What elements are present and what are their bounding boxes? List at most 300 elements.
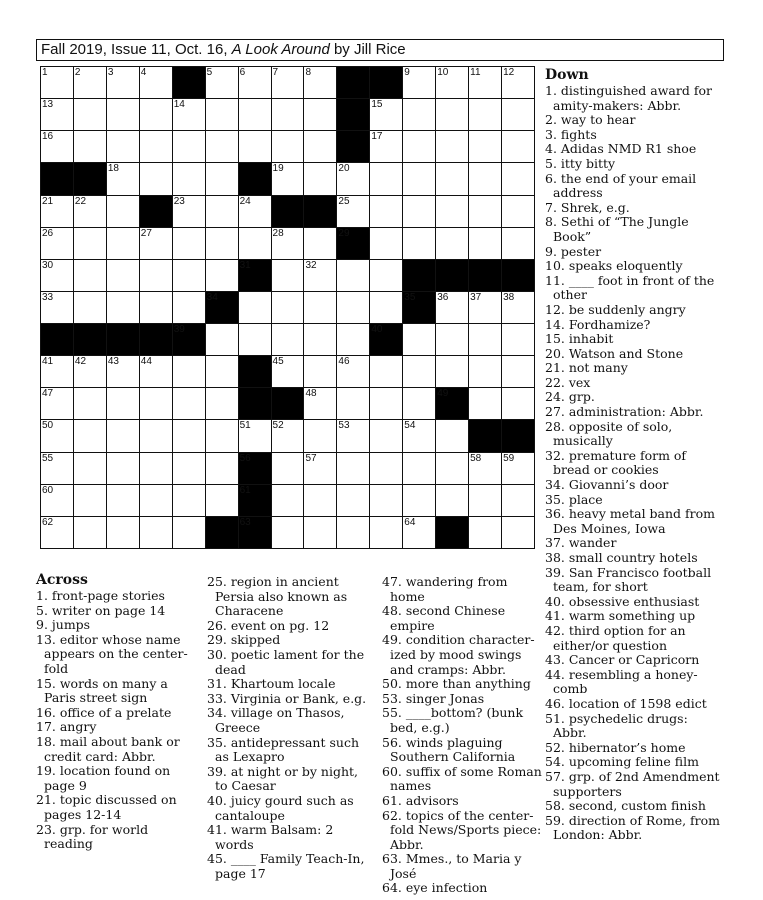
- grid-block: [337, 131, 370, 163]
- grid-cell[interactable]: [206, 131, 239, 163]
- grid-cell[interactable]: [272, 67, 305, 99]
- grid-cell[interactable]: [304, 388, 337, 420]
- grid-cell[interactable]: [370, 260, 403, 292]
- clue-number: 21: [42, 195, 54, 207]
- grid-cell[interactable]: [403, 99, 436, 131]
- grid-cell[interactable]: [239, 292, 272, 324]
- grid-cell[interactable]: [436, 485, 469, 517]
- clue-number: 8: [305, 67, 312, 78]
- grid-cell[interactable]: [469, 228, 502, 260]
- clue-item: 39. at night or by night, to Caesar: [207, 763, 359, 794]
- grid-cell[interactable]: [173, 163, 206, 195]
- grid-cell[interactable]: [469, 196, 502, 228]
- grid-cell[interactable]: [304, 292, 337, 324]
- grid-cell[interactable]: [206, 196, 239, 228]
- grid-cell[interactable]: [74, 67, 107, 99]
- grid-cell[interactable]: [403, 485, 436, 517]
- clue-item: 34. village on Thasos, Greece: [207, 705, 345, 735]
- grid-cell[interactable]: [41, 453, 74, 485]
- grid-cell[interactable]: [502, 228, 535, 260]
- clue-item: 39. San Francisco football team, for short: [545, 564, 712, 595]
- clue-number: 16: [42, 131, 54, 143]
- clue-number: 30: [42, 259, 54, 271]
- clue-number: 1: [42, 67, 48, 78]
- grid-cell[interactable]: [140, 131, 173, 163]
- grid-cell[interactable]: [502, 388, 535, 420]
- clue-number: 55: [42, 452, 54, 464]
- clue-item: 56. winds plaguing Southern California: [382, 734, 516, 765]
- grid-cell[interactable]: [370, 356, 403, 388]
- grid-cell[interactable]: [140, 228, 173, 260]
- grid-cell[interactable]: [173, 485, 206, 517]
- clue-item: 60. suffix of some Roman names: [382, 763, 542, 794]
- grid-cell[interactable]: [107, 517, 140, 549]
- grid-cell[interactable]: [337, 485, 370, 517]
- clue-item: 50. more than anything: [382, 676, 531, 692]
- grid-block: [173, 324, 206, 356]
- grid-cell[interactable]: [304, 260, 337, 292]
- grid-cell[interactable]: [469, 485, 502, 517]
- grid-block: [239, 517, 272, 549]
- grid-cell[interactable]: [304, 453, 337, 485]
- grid-cell[interactable]: [107, 131, 140, 163]
- clue-number: 57: [305, 452, 317, 464]
- grid-cell[interactable]: [469, 67, 502, 99]
- grid-cell[interactable]: [173, 260, 206, 292]
- grid-cell[interactable]: [502, 99, 535, 131]
- grid-cell[interactable]: [272, 260, 305, 292]
- grid-block: [337, 67, 370, 99]
- grid-cell[interactable]: [403, 420, 436, 452]
- grid-cell[interactable]: [304, 485, 337, 517]
- grid-cell[interactable]: [239, 228, 272, 260]
- grid-cell[interactable]: [403, 67, 436, 99]
- grid-cell[interactable]: [304, 228, 337, 260]
- grid-cell[interactable]: [140, 517, 173, 549]
- grid-cell[interactable]: [272, 163, 305, 195]
- grid-cell[interactable]: [74, 356, 107, 388]
- clue-number: 12: [503, 67, 515, 78]
- grid-cell[interactable]: [436, 67, 469, 99]
- grid-cell[interactable]: [206, 420, 239, 452]
- grid-cell[interactable]: [107, 388, 140, 420]
- grid-cell[interactable]: [370, 388, 403, 420]
- grid-cell[interactable]: [107, 453, 140, 485]
- grid-cell[interactable]: [272, 356, 305, 388]
- grid-cell[interactable]: [206, 453, 239, 485]
- clue-item: 42. third option for an either/or question: [545, 622, 686, 653]
- grid-cell[interactable]: [107, 292, 140, 324]
- clue-number: 6: [239, 67, 246, 78]
- header-prefix: Fall 2019, Issue 11, Oct. 16,: [41, 41, 228, 58]
- grid-cell[interactable]: [469, 453, 502, 485]
- clue-item: 26. event on pg. 12: [207, 617, 330, 633]
- grid-cell[interactable]: [304, 99, 337, 131]
- grid-cell[interactable]: [469, 324, 502, 356]
- clue-number: 10: [437, 67, 449, 78]
- grid-cell[interactable]: [370, 131, 403, 163]
- grid-cell[interactable]: [304, 420, 337, 452]
- grid-cell[interactable]: [173, 131, 206, 163]
- grid-cell[interactable]: [206, 67, 239, 99]
- clue-number: 34: [206, 291, 218, 303]
- grid-cell[interactable]: [502, 196, 535, 228]
- clue-item: 17. angry: [36, 719, 97, 735]
- grid-cell[interactable]: [337, 292, 370, 324]
- clue-number: 44: [140, 356, 152, 368]
- grid-cell[interactable]: [74, 292, 107, 324]
- grid-cell[interactable]: [107, 260, 140, 292]
- grid-cell[interactable]: [403, 356, 436, 388]
- puzzle-byline: by Jill Rice: [333, 41, 406, 58]
- grid-cell[interactable]: [41, 517, 74, 549]
- grid-cell[interactable]: [140, 163, 173, 195]
- grid-cell[interactable]: [436, 99, 469, 131]
- grid-block: [502, 420, 535, 452]
- grid-cell[interactable]: [41, 388, 74, 420]
- grid-cell[interactable]: [304, 163, 337, 195]
- clue-item: 64. eye infection: [382, 880, 488, 896]
- clue-number: 61: [239, 484, 251, 496]
- grid-cell[interactable]: [370, 228, 403, 260]
- grid-cell[interactable]: [502, 356, 535, 388]
- grid-cell[interactable]: [337, 260, 370, 292]
- grid-cell[interactable]: [304, 67, 337, 99]
- grid-cell[interactable]: [41, 485, 74, 517]
- grid-block: [403, 292, 436, 324]
- grid-cell[interactable]: [337, 324, 370, 356]
- clue-number: 64: [404, 516, 416, 528]
- grid-cell[interactable]: [337, 356, 370, 388]
- clue-item: 37. wander: [545, 535, 617, 551]
- clue-item: 48. second Chinese empire: [382, 603, 506, 633]
- clue-number: 9: [404, 67, 410, 78]
- grid-block: [436, 260, 469, 292]
- grid-cell[interactable]: [304, 131, 337, 163]
- grid-cell[interactable]: [272, 99, 305, 131]
- grid-cell[interactable]: [370, 99, 403, 131]
- grid-cell[interactable]: [107, 67, 140, 99]
- clue-number: 20: [338, 163, 350, 175]
- grid-cell[interactable]: [469, 131, 502, 163]
- clue-number: 40: [371, 324, 383, 336]
- clue-item: 34. Giovanni’s door: [545, 477, 669, 493]
- clue-item: 24. grp.: [545, 389, 595, 405]
- grid-cell[interactable]: [337, 196, 370, 228]
- clue-item: 57. grp. of 2nd Amendment supporters: [545, 768, 720, 799]
- grid-cell[interactable]: [41, 292, 74, 324]
- clue-number: 63: [239, 516, 251, 528]
- grid-cell[interactable]: [436, 292, 469, 324]
- grid-cell[interactable]: [107, 196, 140, 228]
- clue-item: 21. topic discussed on pages 12-14: [36, 792, 177, 822]
- grid-cell[interactable]: [370, 517, 403, 549]
- grid-cell[interactable]: [74, 131, 107, 163]
- clue-number: 25: [338, 195, 350, 207]
- grid-cell[interactable]: [272, 228, 305, 260]
- grid-cell[interactable]: [140, 260, 173, 292]
- grid-cell[interactable]: [502, 131, 535, 163]
- grid-cell[interactable]: [403, 517, 436, 549]
- across-column-2: [207, 575, 367, 881]
- grid-cell[interactable]: [370, 485, 403, 517]
- grid-cell[interactable]: [337, 163, 370, 195]
- grid-cell[interactable]: [74, 388, 107, 420]
- down-clue-list: [545, 84, 723, 843]
- grid-cell[interactable]: [74, 420, 107, 452]
- grid-block: [239, 485, 272, 517]
- grid-cell[interactable]: [337, 420, 370, 452]
- grid-cell[interactable]: [436, 453, 469, 485]
- clue-item: 41. warm something up: [545, 608, 696, 624]
- grid-cell[interactable]: [272, 485, 305, 517]
- grid-cell[interactable]: [206, 485, 239, 517]
- grid-cell[interactable]: [403, 228, 436, 260]
- clue-number: 33: [42, 291, 54, 303]
- grid-cell[interactable]: [41, 356, 74, 388]
- grid-cell[interactable]: [74, 485, 107, 517]
- grid-block: [206, 517, 239, 549]
- grid-cell[interactable]: [370, 196, 403, 228]
- clue-number: 38: [503, 291, 515, 303]
- grid-cell[interactable]: [206, 163, 239, 195]
- grid-cell[interactable]: [206, 260, 239, 292]
- grid-cell[interactable]: [436, 131, 469, 163]
- grid-cell[interactable]: [41, 99, 74, 131]
- grid-cell[interactable]: [272, 292, 305, 324]
- grid-cell[interactable]: [337, 388, 370, 420]
- grid-block: [272, 196, 305, 228]
- clue-number: 28: [272, 227, 284, 239]
- grid-cell[interactable]: [502, 292, 535, 324]
- grid-block: [469, 260, 502, 292]
- across-clues-3: [382, 575, 542, 896]
- grid-cell[interactable]: [74, 260, 107, 292]
- clue-item: 5. itty bitty: [545, 155, 616, 171]
- grid-cell[interactable]: [272, 517, 305, 549]
- across-clues-2: [207, 575, 367, 881]
- grid-cell[interactable]: [74, 517, 107, 549]
- clue-item: 28. opposite of solo, musically: [545, 418, 673, 449]
- clue-item: 35. antidepressant such as Lexapro: [207, 734, 359, 765]
- grid-cell[interactable]: [206, 388, 239, 420]
- clue-item: 62. topics of the center-fold News/Sports piece: Abbr.: [382, 807, 542, 852]
- grid-cell[interactable]: [469, 356, 502, 388]
- clue-item: 13. editor whose name appears on the center-fold: [36, 631, 188, 676]
- grid-cell[interactable]: [140, 453, 173, 485]
- clue-item: 35. place: [545, 491, 603, 507]
- clue-item: 15. words on many a Paris street sign: [36, 675, 168, 706]
- grid-cell[interactable]: [469, 517, 502, 549]
- grid-cell[interactable]: [403, 324, 436, 356]
- clue-item: 19. location found on page 9: [36, 763, 171, 793]
- grid-cell[interactable]: [469, 99, 502, 131]
- clue-item: 5. writer on page 14: [36, 602, 166, 618]
- grid-cell[interactable]: [41, 67, 74, 99]
- grid-cell[interactable]: [107, 99, 140, 131]
- grid-cell[interactable]: [107, 163, 140, 195]
- grid-cell[interactable]: [502, 485, 535, 517]
- grid-cell[interactable]: [337, 453, 370, 485]
- grid-cell[interactable]: [173, 99, 206, 131]
- grid-block: [370, 67, 403, 99]
- clue-item: 6. the end of your email address: [545, 170, 697, 201]
- clue-number: 11: [470, 67, 481, 78]
- clue-item: 40. juicy gourd such as cantaloupe: [207, 792, 354, 823]
- grid-cell[interactable]: [239, 67, 272, 99]
- clue-item: 44. resembling a honey-comb: [545, 666, 698, 697]
- grid-cell[interactable]: [107, 228, 140, 260]
- grid-cell[interactable]: [436, 163, 469, 195]
- clue-item: 21. not many: [545, 360, 628, 376]
- clue-number: 27: [140, 227, 152, 239]
- grid-cell[interactable]: [272, 131, 305, 163]
- grid-cell[interactable]: [304, 517, 337, 549]
- grid-cell[interactable]: [502, 324, 535, 356]
- grid-cell[interactable]: [173, 196, 206, 228]
- grid-cell[interactable]: [502, 517, 535, 549]
- grid-cell[interactable]: [41, 420, 74, 452]
- clue-item: 1. front-page stories: [36, 588, 165, 603]
- clue-number: 41: [42, 356, 54, 368]
- grid-cell[interactable]: [173, 356, 206, 388]
- grid-cell[interactable]: [272, 324, 305, 356]
- clue-number: 5: [206, 67, 213, 78]
- grid-cell[interactable]: [140, 356, 173, 388]
- grid-cell[interactable]: [140, 292, 173, 324]
- grid-cell[interactable]: [436, 356, 469, 388]
- grid-cell[interactable]: [502, 67, 535, 99]
- clue-item: 52. hibernator’s home: [545, 739, 686, 755]
- clue-number: 52: [272, 420, 284, 432]
- grid-cell[interactable]: [173, 292, 206, 324]
- grid-cell[interactable]: [140, 420, 173, 452]
- grid-cell[interactable]: [173, 388, 206, 420]
- grid-cell[interactable]: [370, 420, 403, 452]
- grid-cell[interactable]: [272, 420, 305, 452]
- grid-block: [107, 324, 140, 356]
- grid-cell[interactable]: [41, 131, 74, 163]
- grid-block: [140, 324, 173, 356]
- grid-cell[interactable]: [436, 228, 469, 260]
- grid-cell[interactable]: [239, 196, 272, 228]
- clue-item: 16. office of a prelate: [36, 704, 172, 720]
- clue-number: 59: [503, 452, 515, 464]
- grid-cell[interactable]: [107, 485, 140, 517]
- grid-cell[interactable]: [140, 67, 173, 99]
- clue-item: 30. poetic lament for the dead: [207, 646, 365, 677]
- grid-block: [469, 420, 502, 452]
- grid-cell[interactable]: [206, 324, 239, 356]
- grid-cell[interactable]: [370, 292, 403, 324]
- grid-cell[interactable]: [74, 228, 107, 260]
- grid-cell[interactable]: [107, 420, 140, 452]
- grid-cell[interactable]: [304, 324, 337, 356]
- grid-cell[interactable]: [239, 99, 272, 131]
- grid-cell[interactable]: [107, 356, 140, 388]
- grid-cell[interactable]: [41, 196, 74, 228]
- grid-cell[interactable]: [173, 420, 206, 452]
- grid-cell[interactable]: [403, 163, 436, 195]
- puzzle-header: [36, 39, 724, 61]
- clue-number: 43: [107, 356, 119, 368]
- grid-cell[interactable]: [469, 163, 502, 195]
- clue-number: 2: [74, 67, 81, 78]
- clue-number: 23: [173, 195, 185, 207]
- grid-cell[interactable]: [41, 228, 74, 260]
- grid-cell[interactable]: [436, 324, 469, 356]
- grid-cell[interactable]: [304, 356, 337, 388]
- grid-cell[interactable]: [173, 453, 206, 485]
- clue-number: 14: [173, 99, 185, 111]
- grid-cell[interactable]: [173, 517, 206, 549]
- grid-cell[interactable]: [469, 292, 502, 324]
- grid-cell[interactable]: [140, 99, 173, 131]
- grid-cell[interactable]: [370, 163, 403, 195]
- grid-cell[interactable]: [239, 324, 272, 356]
- grid-cell[interactable]: [239, 420, 272, 452]
- clue-number: 31: [239, 259, 251, 271]
- grid-cell[interactable]: [173, 228, 206, 260]
- clue-number: 51: [239, 420, 251, 432]
- grid-block: [140, 196, 173, 228]
- grid-cell[interactable]: [469, 388, 502, 420]
- grid-cell[interactable]: [502, 453, 535, 485]
- clue-item: 49. condition character-ized by mood swings and cramps: Abbr.: [382, 632, 535, 677]
- clue-item: 54. upcoming feline film: [545, 754, 699, 770]
- grid-cell[interactable]: [337, 517, 370, 549]
- clue-item: 33. Virginia or Bank, e.g.: [207, 690, 367, 706]
- grid-cell[interactable]: [403, 453, 436, 485]
- clue-number: 3: [107, 67, 114, 78]
- clue-number: 47: [42, 388, 54, 400]
- clue-number: 50: [42, 420, 54, 432]
- grid-cell[interactable]: [403, 388, 436, 420]
- clue-number: 19: [272, 163, 284, 175]
- clue-item: 2. way to hear: [545, 112, 636, 128]
- clue-item: 27. administration: Abbr.: [545, 404, 704, 420]
- grid-cell[interactable]: [74, 196, 107, 228]
- grid-cell[interactable]: [74, 99, 107, 131]
- grid-cell[interactable]: [436, 196, 469, 228]
- grid-cell[interactable]: [206, 356, 239, 388]
- clue-number: 53: [338, 420, 350, 432]
- clue-number: 29: [338, 227, 350, 239]
- grid-cell[interactable]: [41, 260, 74, 292]
- grid-cell[interactable]: [502, 163, 535, 195]
- grid-cell[interactable]: [436, 420, 469, 452]
- grid-block: [239, 163, 272, 195]
- grid-cell[interactable]: [403, 131, 436, 163]
- grid-cell[interactable]: [140, 388, 173, 420]
- grid-cell[interactable]: [370, 453, 403, 485]
- clue-item: 11. ____ foot in front of the other: [545, 272, 715, 303]
- grid-cell[interactable]: [272, 453, 305, 485]
- grid-cell[interactable]: [206, 99, 239, 131]
- clue-item: 8. Sethi of “The Jungle Book”: [545, 214, 689, 244]
- clue-item: 43. Cancer or Capricorn: [545, 652, 700, 668]
- clue-item: 51. psychedelic drugs: Abbr.: [545, 710, 688, 741]
- grid-cell[interactable]: [74, 453, 107, 485]
- clue-number: 32: [305, 259, 317, 271]
- grid-cell[interactable]: [206, 228, 239, 260]
- grid-block: [403, 260, 436, 292]
- clue-item: 61. advisors: [382, 792, 459, 808]
- grid-cell[interactable]: [239, 131, 272, 163]
- grid-cell[interactable]: [140, 485, 173, 517]
- grid-cell[interactable]: [403, 196, 436, 228]
- clue-item: 53. singer Jonas: [382, 690, 485, 706]
